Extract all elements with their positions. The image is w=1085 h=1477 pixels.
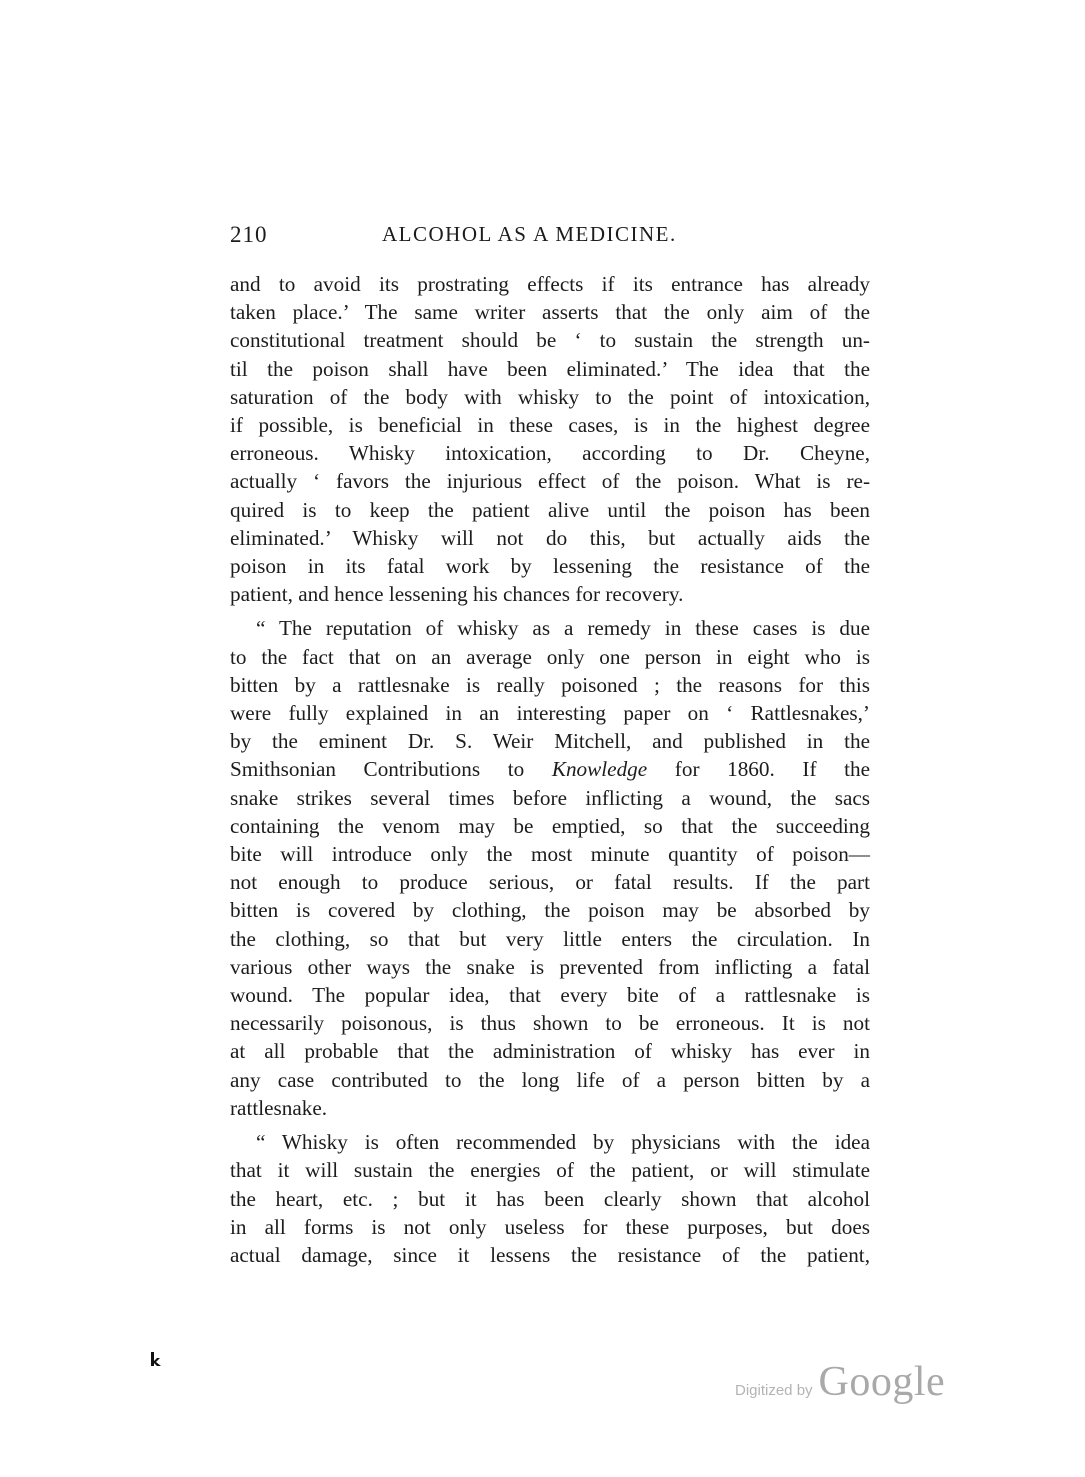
text-line: if possible, is beneficial in these cases, is in the highest degree [230,413,870,438]
page-number: 210 [230,222,268,247]
text-line: not enough to produce serious, or fatal results. If the part [230,870,870,895]
text-line: were fully explained in an interesting paper on ‘ Rattlesnakes,’ [230,701,870,726]
text-line: til the poison shall have been eliminated.’ The idea that the [230,356,870,381]
text-line: and to avoid its prostrating effects if its entrance has already [230,272,870,296]
text-line: bitten is covered by clothing, the poison may be absorbed by [230,898,870,923]
text-line: snake strikes several times before inflicting a wound, the sacs [230,785,870,810]
text-line: patient, and hence lessening his chances for recovery. [230,582,684,607]
text-line: poison in its fatal work by lessening the resistance of the [230,554,870,579]
text-line: eliminated.’ Whisky will not do this, but actually aids the [230,525,870,550]
scan-mark-icon [150,1352,162,1366]
text-line: quired is to keep the patient alive until the poison has been [230,497,870,522]
text-line: actual damage, since it lessens the resistance of the patient, [230,1242,870,1267]
text-line: “ The reputation of whisky as a remedy in these cases is due [256,616,870,641]
text-line: necessarily poisonous, is thus shown to be erroneous. It is not [230,1011,870,1036]
text-line: rattlesnake. [230,1095,328,1120]
text-line: saturation of the body with whisky to the point of intoxication, [230,384,870,409]
text-line: to the fact that on an average only one person in eight who is [230,644,870,669]
text-line: taken place.’ The same writer asserts that the only aim of the [230,300,870,325]
text-line: by the eminent Dr. S. Weir Mitchell, and published in the [230,729,870,754]
paragraph-1 [230,270,870,608]
text-line: that it will sustain the energies of the patient, or will stimulate [230,1158,870,1183]
text-line: any case contributed to the long life of a person bitten by a [230,1067,870,1092]
watermark-brand: Google [818,1359,946,1405]
text-line: actually ‘ favors the injurious effect of the poison. What is re- [230,469,870,494]
text-line: bitten by a rattlesnake is really poisoned ; the reasons for this [230,672,870,697]
text-line: at all probable that the administration of whisky has ever in [230,1039,870,1064]
digitized-watermark [735,1358,945,1408]
text-line-with-italic [230,755,870,783]
text-line: containing the venom may be emptied, so that the succeeding [230,813,870,838]
text-line: various other ways the snake is prevented from inflicting a fatal [230,954,870,979]
text-line: “ Whisky is often recommended by physicians with the idea [256,1130,870,1155]
text-line: constitutional treatment should be ‘ to sustain the strength un- [230,328,870,353]
text-line: erroneous. Whisky intoxication, according to Dr. Cheyne, [230,441,870,466]
italic-title: Knowledge [551,757,648,782]
text-segment: for 1860. If the [674,757,871,782]
text-line: wound. The popular idea, that every bite of a rattlesnake is [230,983,870,1008]
text-line: the heart, etc. ; but it has been clearly shown that alcohol [230,1186,870,1211]
watermark-prefix: Digitized by [735,1382,813,1399]
text-line: the clothing, so that but very little enters the circulation. In [230,926,870,951]
paragraph-2 [230,614,870,1122]
text-segment: Smithsonian Contributions to [230,757,525,782]
page-header [230,222,870,252]
paragraph-3 [230,1128,870,1269]
running-title: ALCOHOL AS A MEDICINE. [382,222,677,246]
text-line: in all forms is not only useless for these purposes, but does [230,1214,870,1239]
text-line: bite will introduce only the most minute quantity of poison— [230,842,870,867]
body-text [230,270,870,1269]
